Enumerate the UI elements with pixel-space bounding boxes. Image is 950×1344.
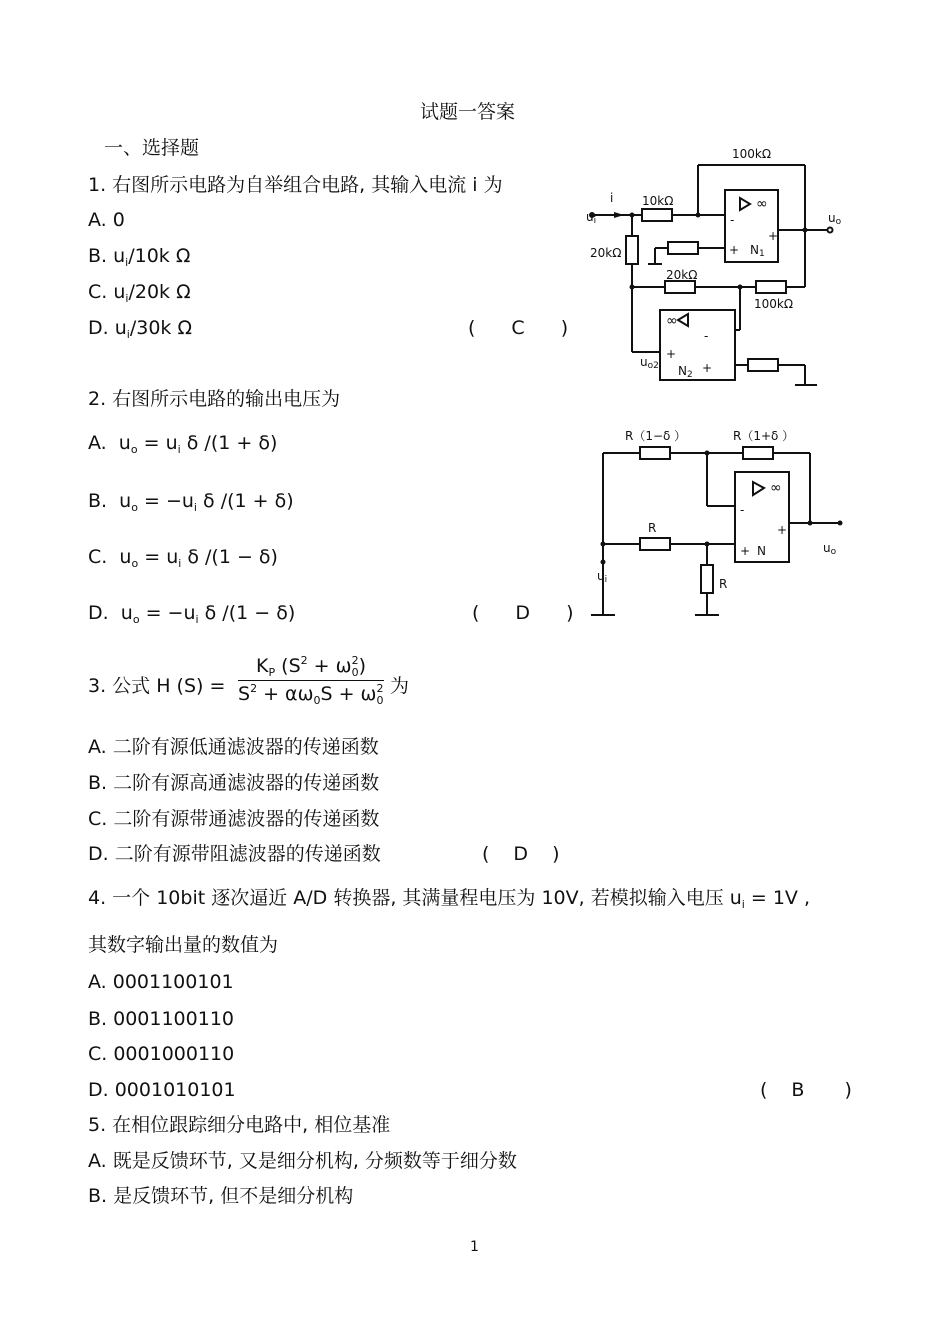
page-number: 1 — [470, 1239, 479, 1255]
q4-option-a: A. 0001100101 — [88, 971, 234, 993]
section-heading: 一、选择题 — [104, 137, 200, 159]
q1-n1-out-plus: + — [768, 229, 779, 243]
q2-circuit-diagram — [585, 420, 855, 620]
q3-option-a: A. 二阶有源低通滤波器的传递函数 — [88, 736, 379, 758]
q1-option-c: C. $u_i/20k$ Ω — [88, 281, 191, 305]
q1-label-ui: ui — [586, 210, 597, 226]
q4-option-b: B. 0001100110 — [88, 1008, 234, 1030]
q1-label-n2: N2 — [678, 364, 693, 380]
q4-stem: 4. 一个 10bit 逐次逼近 A/D 转换器, 其满量程电压为 10V, 若模拟输入电压 $u_i = 1V$ , — [88, 887, 811, 911]
q1-option-a: A. 0 — [88, 209, 125, 231]
q2-infinity: ∞ — [770, 480, 782, 496]
q1-answer: ( C ) — [468, 317, 569, 339]
q3-numerator: $K_P$ $(S^2 + \omega^2_0)$ — [256, 654, 366, 679]
q3-tail: 为 — [390, 675, 410, 697]
q1-n2-out-plus: + — [666, 347, 677, 361]
q3-answer: ( D ) — [482, 843, 560, 865]
q1-n1-plus: + — [729, 243, 740, 257]
q1-n2-infinity: ∞ — [666, 313, 678, 329]
q5-option-b: B. 是反馈环节, 但不是细分机构 — [88, 1185, 354, 1207]
q1-label-i: i — [610, 191, 614, 205]
q2-option-c: C. $u_o = u_i$ δ /(1 − δ) — [88, 546, 278, 570]
q1-label-r-fb: 100kΩ — [732, 147, 772, 161]
page-title: 试题一答案 — [420, 101, 516, 123]
q1-label-n1: N1 — [750, 243, 765, 259]
q2-option-b: B. $u_o = -u_i$ δ /(1 + δ) — [88, 490, 294, 514]
q1-label-r-in: 10kΩ — [642, 194, 674, 208]
q2-label-r: R — [648, 521, 657, 535]
q2-label-r1: R（1−δ ） — [625, 429, 687, 443]
q3-denominator: $S^2 + \alpha\omega_0S + \omega^2_0$ — [238, 681, 384, 707]
q2-option-d: D. $u_o = -u_i$ δ /(1 − δ) — [88, 602, 296, 626]
q1-label-uo: uo — [828, 211, 842, 227]
q2-label-uo: uo — [823, 541, 837, 557]
q3-lead: 3. 公式 H (S) = — [88, 675, 226, 697]
q2-out-plus: + — [777, 523, 788, 537]
q1-label-uo2: uo2 — [640, 355, 659, 371]
q1-n1-minus: - — [730, 213, 735, 227]
q5-stem: 5. 在相位跟踪细分电路中, 相位基准 — [88, 1114, 391, 1136]
q1-option-d: D. $u_i/30k$ Ω — [88, 317, 192, 341]
q2-label-n: N — [757, 544, 766, 558]
q1-option-b: B. $u_i/10k$ Ω — [88, 245, 191, 269]
q5-option-a: A. 既是反馈环节, 又是细分机构, 分频数等于细分数 — [88, 1150, 517, 1172]
q3-option-b: B. 二阶有源高通滤波器的传递函数 — [88, 772, 380, 794]
q3-option-d: D. 二阶有源带阻滤波器的传递函数 — [88, 843, 381, 865]
q3-fraction — [238, 656, 384, 705]
q4-option-d: D. 0001010101 — [88, 1079, 236, 1101]
q1-n2-plus: + — [702, 361, 713, 375]
q1-label-r-20: 20kΩ — [590, 246, 622, 260]
q1-n2-minus: - — [704, 329, 709, 343]
q1-n1-infinity: ∞ — [756, 196, 768, 212]
q2-option-a: A. $u_o = u_i$ δ /(1 + δ) — [88, 432, 278, 456]
q2-label-ui: ui — [597, 569, 608, 585]
q2-plus: + — [740, 544, 751, 558]
q1-label-r-100b: 100kΩ — [754, 297, 794, 311]
q3-option-c: C. 二阶有源带通滤波器的传递函数 — [88, 808, 380, 830]
q4-stem-line2: 其数字输出量的数值为 — [88, 934, 279, 956]
q2-label-r2: R（1+δ ） — [733, 429, 795, 443]
q2-answer: ( D ) — [472, 602, 574, 624]
q2-stem: 2. 右图所示电路的输出电压为 — [88, 388, 341, 410]
q1-circuit-diagram — [580, 140, 850, 395]
q2-label-r-gnd: R — [719, 577, 728, 591]
q1-label-r-20b: 20kΩ — [666, 268, 698, 282]
q2-minus: - — [740, 503, 745, 517]
q1-stem: 1. 右图所示电路为自举组合电路, 其输入电流 i 为 — [88, 174, 503, 196]
q4-answer: ( B ) — [760, 1079, 852, 1101]
q4-option-c: C. 0001000110 — [88, 1043, 235, 1065]
